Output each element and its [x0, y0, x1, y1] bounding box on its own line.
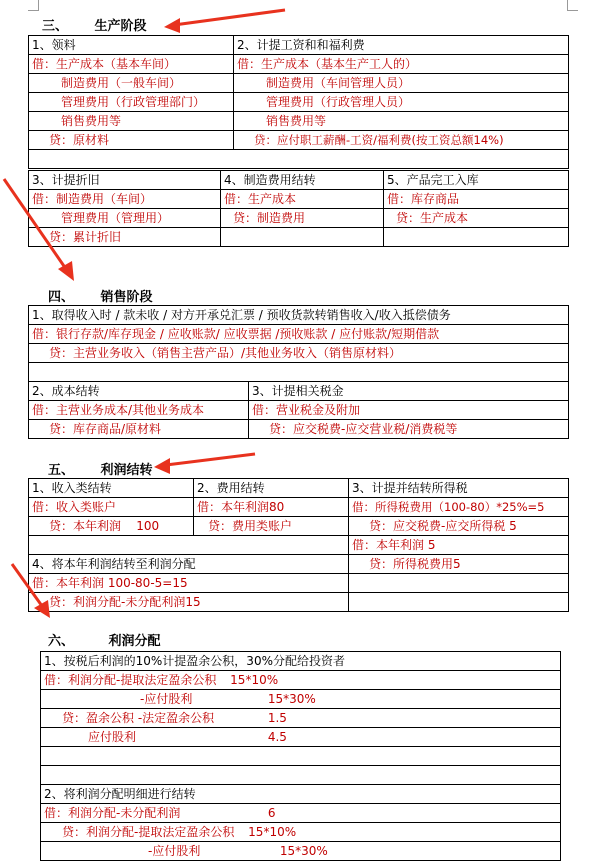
section-heading-sales — [48, 286, 153, 305]
section-title: 利润结转 — [100, 463, 153, 478]
section-number: 六、 — [48, 634, 75, 649]
entry-line: 借：生产成本（基本生产工人的） — [234, 55, 569, 74]
entry-line: 借：生产成本（基本车间） — [29, 55, 234, 74]
profit-transfer-table — [28, 478, 569, 612]
section-heading-profit-transfer — [48, 459, 153, 478]
red-arrow-icon — [8, 560, 58, 620]
cell-title: 2、成本结转 — [29, 382, 249, 401]
entry-line — [41, 671, 561, 690]
entry-line: 管理费用（行政管理部门） — [29, 93, 234, 112]
entry-account: -应付股利 — [148, 844, 201, 858]
entry-line: 贷：生产成本 — [384, 209, 569, 228]
entry-amount: 15*30% — [267, 692, 316, 706]
entry-line: 贷：本年利润 100 — [29, 517, 194, 536]
sales-table — [28, 305, 569, 439]
section-title: 生产阶段 — [94, 19, 147, 34]
red-arrow-icon — [0, 175, 80, 285]
entry-line: 贷：原材料 — [29, 131, 234, 150]
cell-title: 4、制造费用结转 — [221, 171, 384, 190]
entry-line: 借：营业税金及附加 — [249, 401, 569, 420]
entry-line: 借：主营业务成本/其他业务成本 — [29, 401, 249, 420]
section-heading-production — [42, 15, 147, 34]
entry-line: 贷：应交税费-应交所得税 5 — [349, 517, 569, 536]
blank-row — [29, 363, 569, 382]
entry-line: 借：库存商品 — [384, 190, 569, 209]
entry-line: 贷：应交税费-应交营业税/消费税等 — [249, 420, 569, 439]
section-title: 销售阶段 — [100, 290, 153, 305]
section-title: 利润分配 — [108, 634, 161, 649]
entry-line: 贷：累计折旧 — [29, 228, 221, 247]
entry-line — [41, 804, 561, 823]
cell-title: 5、产品完工入库 — [384, 171, 569, 190]
blank-row — [41, 747, 561, 766]
entry-line — [41, 728, 561, 747]
entry-line: 制造费用（车间管理人员） — [234, 74, 569, 93]
entry-line: 贷：制造费用 — [221, 209, 384, 228]
page-corner-mark — [567, 0, 578, 11]
entry-amount: 1.5 — [267, 711, 287, 725]
entry-account: 贷：利润分配-提取法定盈余公积 — [62, 825, 235, 839]
cell-title: 2、计提工资和和福利费 — [234, 36, 569, 55]
cell-title: 1、取得收入时 / 款未收 / 对方开承兑汇票 / 预收货款转销售收入/收入抵偿债务 — [29, 306, 569, 325]
cell-title: 3、计提并结转所得税 — [349, 479, 569, 498]
cell-title: 2、将利润分配明细进行结转 — [41, 785, 561, 804]
entry-line: 贷：费用类账户 — [194, 517, 349, 536]
entry-line — [41, 823, 561, 842]
entry-line: 借：银行存款/库存现金 / 应收账款/ 应收票据 /预收账款 / 应付账款/短期借款 — [29, 325, 569, 344]
blank-cell — [29, 536, 349, 555]
page-corner-mark — [28, 0, 39, 11]
entry-line — [41, 690, 561, 709]
entry-account: 借：利润分配-提取法定盈余公积 — [44, 673, 217, 687]
section-heading-profit-distribution — [48, 630, 161, 649]
profit-distribution-table — [40, 651, 561, 861]
blank-cell — [349, 574, 569, 593]
entry-line — [41, 842, 561, 861]
entry-line: 借：本年利润 100-80-5=15 — [29, 574, 349, 593]
entry-amount: 15*10% — [230, 673, 279, 687]
cell-title: 1、领料 — [29, 36, 234, 55]
entry-amount: 15*30% — [279, 844, 328, 858]
blank-row — [41, 766, 561, 785]
section-number: 三、 — [42, 19, 69, 34]
cell-title: 3、计提折旧 — [29, 171, 221, 190]
blank-row — [29, 150, 569, 169]
entry-account: 借：利润分配-未分配利润 — [44, 806, 181, 820]
entry-line: 销售费用等 — [234, 112, 569, 131]
entry-line: 借：本年利润80 — [194, 498, 349, 517]
entry-line: 管理费用（行政管理人员） — [234, 93, 569, 112]
entry-account: 应付股利 — [88, 730, 137, 744]
entry-amount: 4.5 — [267, 730, 287, 744]
production-table-1 — [28, 35, 569, 169]
cell-title: 2、费用结转 — [194, 479, 349, 498]
entry-account: 贷：盈余公积 -法定盈余公积 — [62, 711, 215, 725]
cell-title: 4、将本年利润结转至利润分配 — [29, 555, 349, 574]
section-number: 四、 — [48, 290, 75, 305]
entry-line: 借：所得税费用（100-80）*25%=5 — [349, 498, 569, 517]
blank-cell — [221, 228, 384, 247]
entry-line: 借：收入类账户 — [29, 498, 194, 517]
entry-line: 贷：利润分配-未分配利润15 — [29, 593, 349, 612]
entry-line: 借：生产成本 — [221, 190, 384, 209]
red-arrow-icon — [160, 6, 290, 36]
entry-amount: 15*10% — [248, 825, 297, 839]
entry-line — [41, 709, 561, 728]
section-number: 五、 — [48, 463, 75, 478]
entry-line: 借：本年利润 5 — [349, 536, 569, 555]
entry-amount: 6 — [267, 806, 276, 820]
entry-line: 制造费用（一般车间） — [29, 74, 234, 93]
entry-line: 贷：应付职工薪酬-工资/福利费(按工资总额14%) — [234, 131, 569, 150]
production-table-2 — [28, 170, 569, 247]
entry-line: 贷：库存商品/原材料 — [29, 420, 249, 439]
entry-line: 管理费用（管理用） — [29, 209, 221, 228]
blank-cell — [349, 593, 569, 612]
entry-account: -应付股利 — [140, 692, 193, 706]
entry-line: 销售费用等 — [29, 112, 234, 131]
blank-cell — [384, 228, 569, 247]
cell-title: 3、计提相关税金 — [249, 382, 569, 401]
entry-line: 借：制造费用（车间） — [29, 190, 221, 209]
cell-title: 1、收入类结转 — [29, 479, 194, 498]
red-arrow-icon — [150, 450, 260, 478]
entry-line: 贷：主营业务收入（销售主营产品）/其他业务收入（销售原材料） — [29, 344, 569, 363]
entry-line: 贷：所得税费用5 — [349, 555, 569, 574]
cell-title: 1、按税后利润的10%计提盈余公积，30%分配给投资者 — [41, 652, 561, 671]
